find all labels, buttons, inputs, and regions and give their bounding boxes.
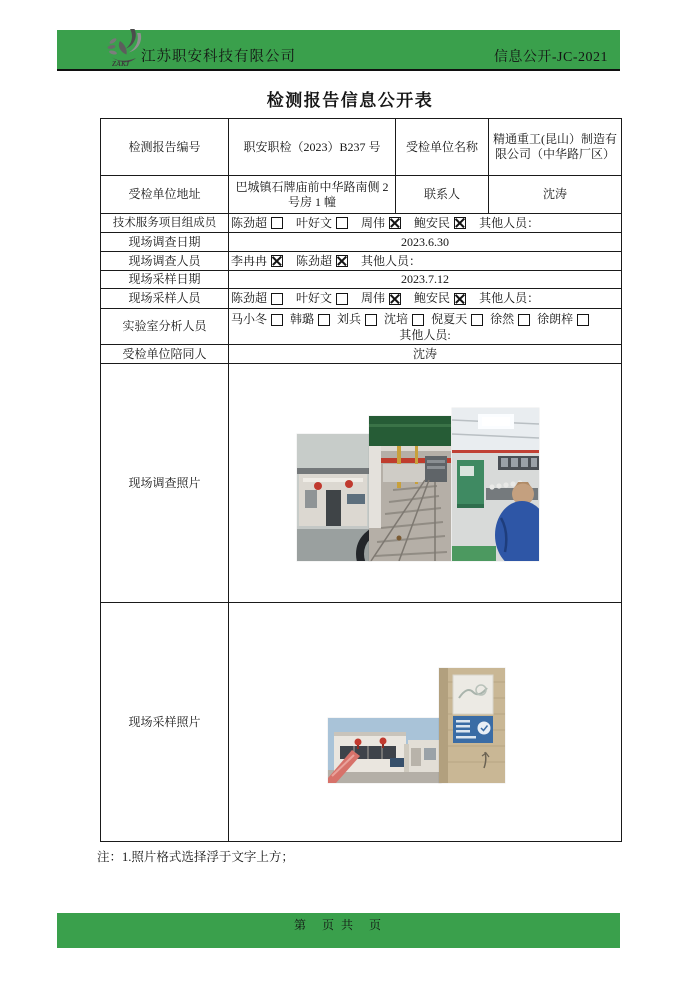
sampling-staff-member: 陈劲超 bbox=[231, 291, 283, 306]
contact-value: 沈涛 bbox=[489, 176, 622, 214]
table-row bbox=[101, 364, 622, 603]
team-member: 陈劲超 bbox=[231, 216, 283, 231]
report-table bbox=[100, 118, 622, 842]
unit-name-value: 精通重工(昆山）制造有限公司（中华路厂区） bbox=[489, 119, 622, 176]
page-title: 检测报告信息公开表 bbox=[266, 91, 434, 110]
sampling-photos-label: 现场采样照片 bbox=[101, 603, 229, 842]
table-row bbox=[101, 233, 622, 252]
page-number-text: 第 页 共 页 bbox=[293, 918, 383, 932]
checkbox[interactable] bbox=[336, 293, 348, 305]
checkbox[interactable] bbox=[336, 217, 348, 229]
sampling-date-value: 2023.7.12 bbox=[229, 271, 622, 289]
checkbox[interactable] bbox=[577, 314, 589, 326]
table-row bbox=[101, 603, 622, 842]
lab-staff-member: 马小冬 bbox=[231, 312, 283, 327]
footnote: 注：1.照片格式选择浮于文字上方； bbox=[97, 850, 294, 864]
team-member: 周伟 bbox=[361, 216, 401, 231]
sampling-other-label: 其他人员： bbox=[479, 291, 540, 305]
table-row bbox=[101, 252, 622, 271]
survey-photo-factory-gate bbox=[297, 434, 371, 561]
checkbox[interactable] bbox=[471, 314, 483, 326]
survey-date-label: 现场调查日期 bbox=[101, 233, 229, 252]
sampling-staff-member: 鲍安民 bbox=[414, 291, 466, 306]
survey-staff-member: 李冉冉 bbox=[231, 254, 283, 269]
team-members-cell bbox=[229, 214, 622, 233]
team-member: 叶好文 bbox=[296, 216, 348, 231]
team-label: 技术服务项目组成员 bbox=[101, 214, 229, 233]
team-member: 鲍安民 bbox=[414, 216, 466, 231]
lab-other-label: 其他人员: bbox=[399, 328, 451, 342]
company-name: 江苏职安科技有限公司 bbox=[141, 49, 296, 65]
checkbox[interactable] bbox=[365, 314, 377, 326]
survey-photos-cell bbox=[229, 364, 622, 603]
doc-code: 信息公开-JC-2021 bbox=[493, 50, 608, 65]
lab-staff-cell bbox=[229, 309, 622, 345]
escort-value: 沈涛 bbox=[229, 345, 622, 364]
checkbox[interactable] bbox=[454, 217, 466, 229]
checkbox[interactable] bbox=[271, 255, 283, 267]
lab-staff-member: 刘兵 bbox=[337, 312, 377, 327]
escort-label: 受检单位陪同人 bbox=[101, 345, 229, 364]
header-band bbox=[57, 30, 620, 71]
logo-text: ZAKJ bbox=[112, 60, 130, 68]
survey-photo-production-line bbox=[369, 416, 451, 561]
survey-photos-label: 现场调查照片 bbox=[101, 364, 229, 603]
report-no-value: 职安职检（2023）B237 号 bbox=[229, 119, 396, 176]
checkbox[interactable] bbox=[389, 217, 401, 229]
survey-staff-cell bbox=[229, 252, 622, 271]
team-other-label: 其他人员： bbox=[479, 215, 540, 230]
survey-staff-label: 现场调查人员 bbox=[101, 252, 229, 271]
contact-label: 联系人 bbox=[396, 176, 489, 214]
unit-name-label: 受检单位名称 bbox=[396, 119, 489, 176]
table-row bbox=[101, 345, 622, 364]
checkbox[interactable] bbox=[336, 255, 348, 267]
checkbox[interactable] bbox=[389, 293, 401, 305]
lab-staff-member: 徐然 bbox=[490, 312, 530, 327]
unit-addr-label: 受检单位地址 bbox=[101, 176, 229, 214]
checkbox[interactable] bbox=[412, 314, 424, 326]
lab-staff-member: 徐朗梓 bbox=[537, 312, 589, 327]
survey-date-value: 2023.6.30 bbox=[229, 233, 622, 252]
sampling-photos-cell bbox=[229, 603, 622, 842]
table-row bbox=[101, 309, 622, 345]
sampling-staff-cell bbox=[229, 289, 622, 309]
survey-staff-member: 陈劲超 bbox=[296, 254, 348, 269]
lab-staff-label: 实验室分析人员 bbox=[101, 309, 229, 345]
survey-other-label: 其他人员： bbox=[361, 253, 422, 268]
lab-staff-member: 韩璐 bbox=[290, 312, 330, 327]
sampling-photo-wall-posters bbox=[439, 668, 505, 783]
survey-photo-workshop-worker bbox=[452, 408, 539, 561]
table-row bbox=[101, 289, 622, 309]
checkbox[interactable] bbox=[271, 293, 283, 305]
table-row bbox=[101, 271, 622, 289]
unit-addr-value: 巴城镇石牌庙前中华路南侧 2 号房 1 幢 bbox=[229, 176, 396, 214]
checkbox[interactable] bbox=[518, 314, 530, 326]
lab-staff-member: 沈培 bbox=[384, 312, 424, 327]
sampling-staff-member: 叶好文 bbox=[296, 291, 348, 306]
sampling-date-label: 现场采样日期 bbox=[101, 271, 229, 289]
table-row bbox=[101, 119, 622, 176]
sampling-staff-label: 现场采样人员 bbox=[101, 289, 229, 309]
sampling-staff-member: 周伟 bbox=[361, 291, 401, 306]
report-no-label: 检测报告编号 bbox=[101, 119, 229, 176]
footer-band bbox=[57, 913, 620, 948]
checkbox[interactable] bbox=[271, 217, 283, 229]
sampling-photo-plant-entrance bbox=[328, 718, 441, 783]
table-row bbox=[101, 176, 622, 214]
checkbox[interactable] bbox=[271, 314, 283, 326]
checkbox[interactable] bbox=[318, 314, 330, 326]
checkbox[interactable] bbox=[454, 293, 466, 305]
table-row bbox=[101, 214, 622, 233]
lab-staff-member: 倪夏天 bbox=[431, 312, 483, 327]
